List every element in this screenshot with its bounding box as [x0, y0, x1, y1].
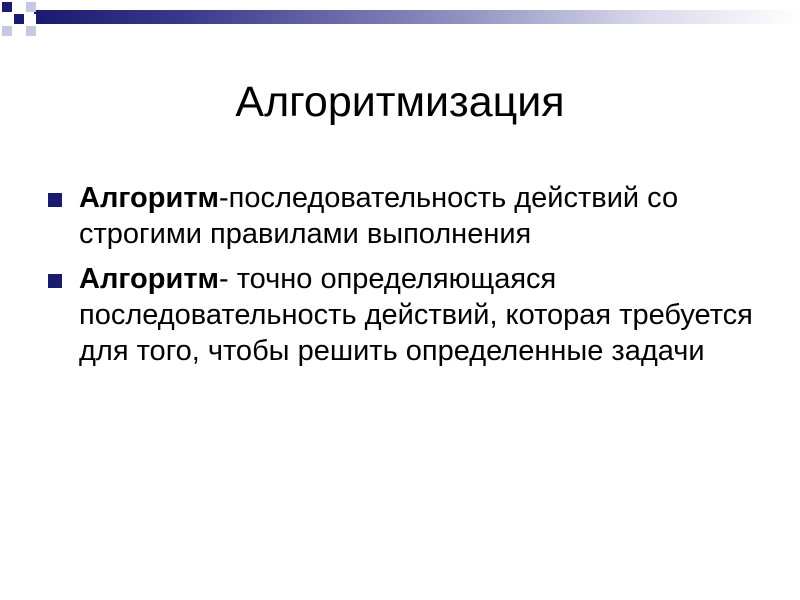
bullet-item [0, 180, 800, 252]
bullet-term: Алгоритм [79, 263, 219, 295]
header-decoration [0, 0, 800, 34]
bullet-text: - точно определяющаяся последовательность действий, которая требуется для того, чтобы решить определенные задачи [79, 263, 753, 367]
bullet-term: Алгоритм [79, 182, 219, 214]
square-bullet-icon [48, 193, 62, 207]
gradient-bar [34, 10, 800, 24]
bullet-item [0, 261, 800, 369]
bullet-text: -последовательность действий со строгими правилами выполнения [79, 182, 679, 250]
square-bullet-icon [48, 274, 62, 288]
slide-title: Алгоритмизация [235, 78, 565, 126]
bullet-list [0, 180, 800, 378]
